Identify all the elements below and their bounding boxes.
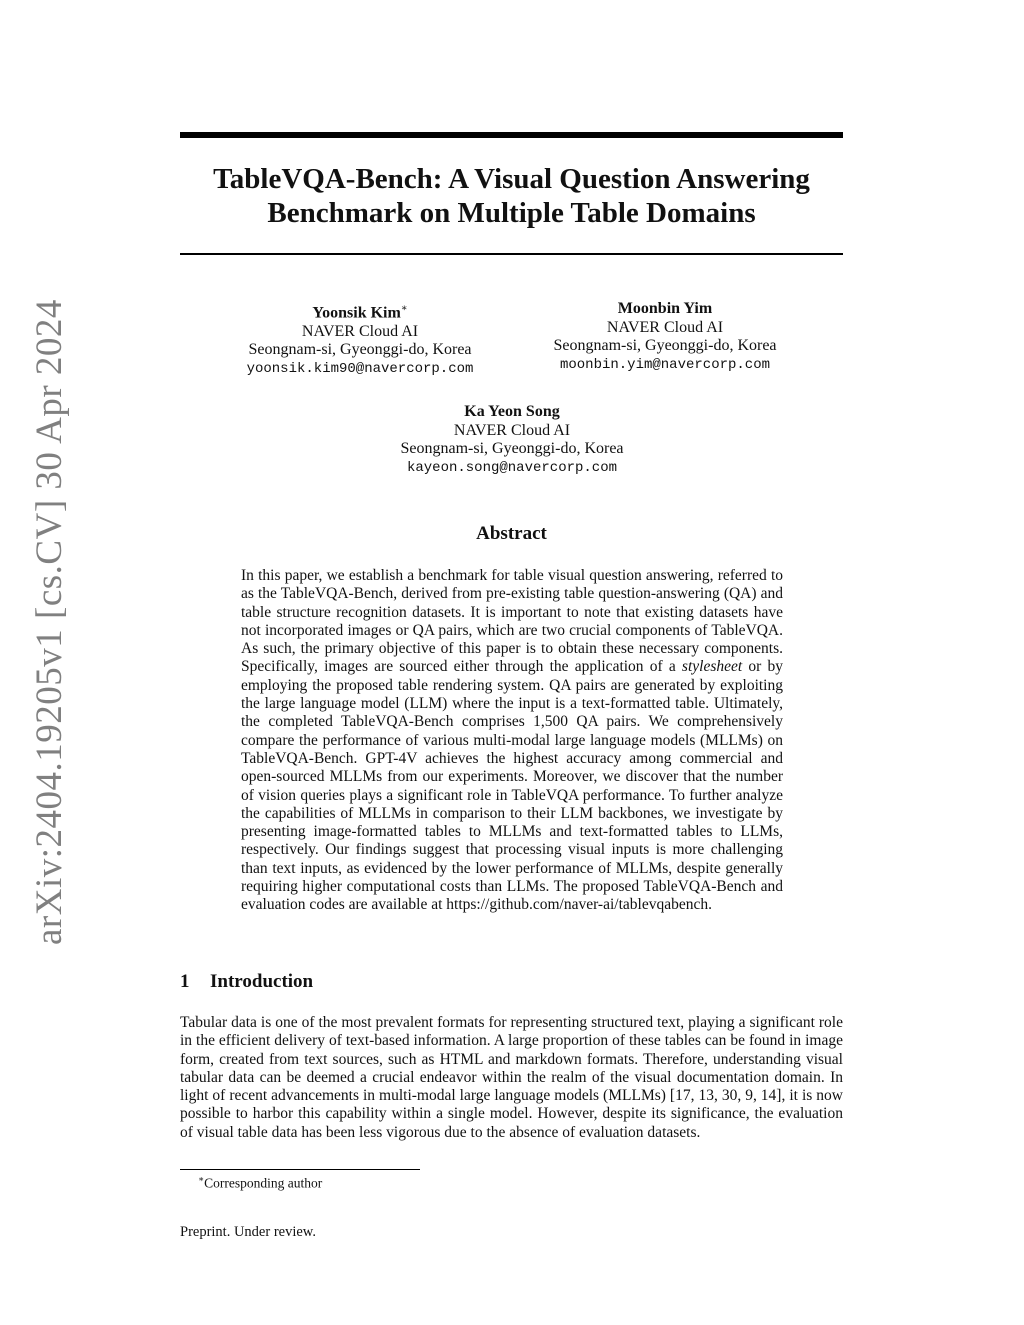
author-affiliation: NAVER Cloud AI	[301, 322, 419, 340]
author-email: moonbin.yim@navercorp.com	[559, 356, 771, 373]
author-affiliation: NAVER Cloud AI	[606, 318, 724, 336]
author-email: kayeon.song@navercorp.com	[406, 459, 618, 476]
title-bottom-rule	[180, 253, 843, 255]
author-block-3	[372, 403, 652, 477]
abstract-body	[241, 567, 783, 915]
author-location: Seongnam-si, Gyeonggi-do, Korea	[248, 341, 472, 359]
author-name: Ka Yeon Song	[464, 403, 560, 420]
section-number: 1	[180, 971, 190, 992]
author-name: Moonbin Yim	[617, 300, 713, 317]
author-footnote-mark: ∗	[400, 303, 408, 314]
introduction-paragraph: Tabular data is one of the most prevalent formats for representing structured text, playing a significant role in the efficient delivery of text-based information. A large proportion of these tables can be found in image form, created from text sources, such as HTML and markdown formats. Therefore, understanding visual tabular data can be deemed a crucial endeavor within the realm of the visual documentation domain. In light of recent advancements in multi-modal large language models (MLLMs) [17, 13, 30, 9, 14], it is now possible to harbor this capability within a single model. However, despite its significance, the evaluation of visual table data has been less vigorous due to the absence of evaluation datasets.	[180, 1014, 843, 1141]
abstract-text-part-1: In this paper, we establish a benchmark for table visual question answering, referred to as the TableVQA-Bench, derived from pre-existing table question-answering (QA) and table structure recognition datasets. It is important to note that existing datasets have not incorporated images or QA pairs, which are two crucial components of TableVQA. As such, the primary objective of this paper is to obtain these necessary components. Specifically, images are sourced either through the application of a	[241, 567, 783, 676]
author-name-line	[220, 300, 500, 323]
arxiv-stamp: arXiv:2404.19205v1 [cs.CV] 30 Apr 2024	[29, 299, 70, 945]
author-email: yoonsik.kim90@navercorp.com	[246, 360, 474, 377]
footnote	[198, 1174, 322, 1192]
title-top-rule	[180, 132, 843, 138]
footnote-mark: ∗	[198, 1174, 205, 1184]
author-affiliation: NAVER Cloud AI	[453, 421, 571, 439]
footnote-rule	[180, 1169, 420, 1170]
author-block-1	[220, 300, 500, 378]
section-title: Introduction	[210, 971, 314, 992]
abstract-heading: Abstract	[476, 523, 547, 544]
abstract-italic-term: stylesheet	[681, 658, 743, 676]
author-location: Seongnam-si, Gyeonggi-do, Korea	[553, 337, 777, 354]
preprint-notice: Preprint. Under review.	[180, 1224, 316, 1240]
author-block-2	[525, 300, 805, 374]
author-name: Yoonsik Kim	[312, 304, 401, 322]
author-location: Seongnam-si, Gyeonggi-do, Korea	[400, 440, 624, 457]
paper-title: TableVQA-Bench: A Visual Question Answering Benchmark on Multiple Table Domains	[213, 163, 810, 229]
footnote-text: Corresponding author	[204, 1175, 323, 1191]
abstract-text-part-2: or by employing the proposed table rendering system. QA pairs are generated by exploiting the large language model (LLM) where the input is a text-formatted table. Ultimately, the completed TableVQA-Bench comprises 1,500 QA pairs. We comprehensively compare the performance of various multi-modal large language models (MLLMs) on TableVQA-Bench. GPT-4V achieves the highest accuracy among commercial and open-sourced MLLMs from our experiments. Moreover, we discover that the number of vision queries plays a significant role in TableVQA performance. To further analyze the capabilities of MLLMs in comparison to their LLM backbones, we investigate by presenting image-formatted tables to MLLMs and text-formatted tables to LLMs, respectively. Our findings suggest that processing visual inputs is more challenging than text inputs, as evidenced by the lower performance of MLLMs, despite generally requiring higher computational costs than LLMs. The proposed TableVQA-Bench and evaluation codes are available at https://github.com/naver-ai/tablevqabench.	[241, 658, 783, 914]
section-heading	[180, 971, 313, 993]
